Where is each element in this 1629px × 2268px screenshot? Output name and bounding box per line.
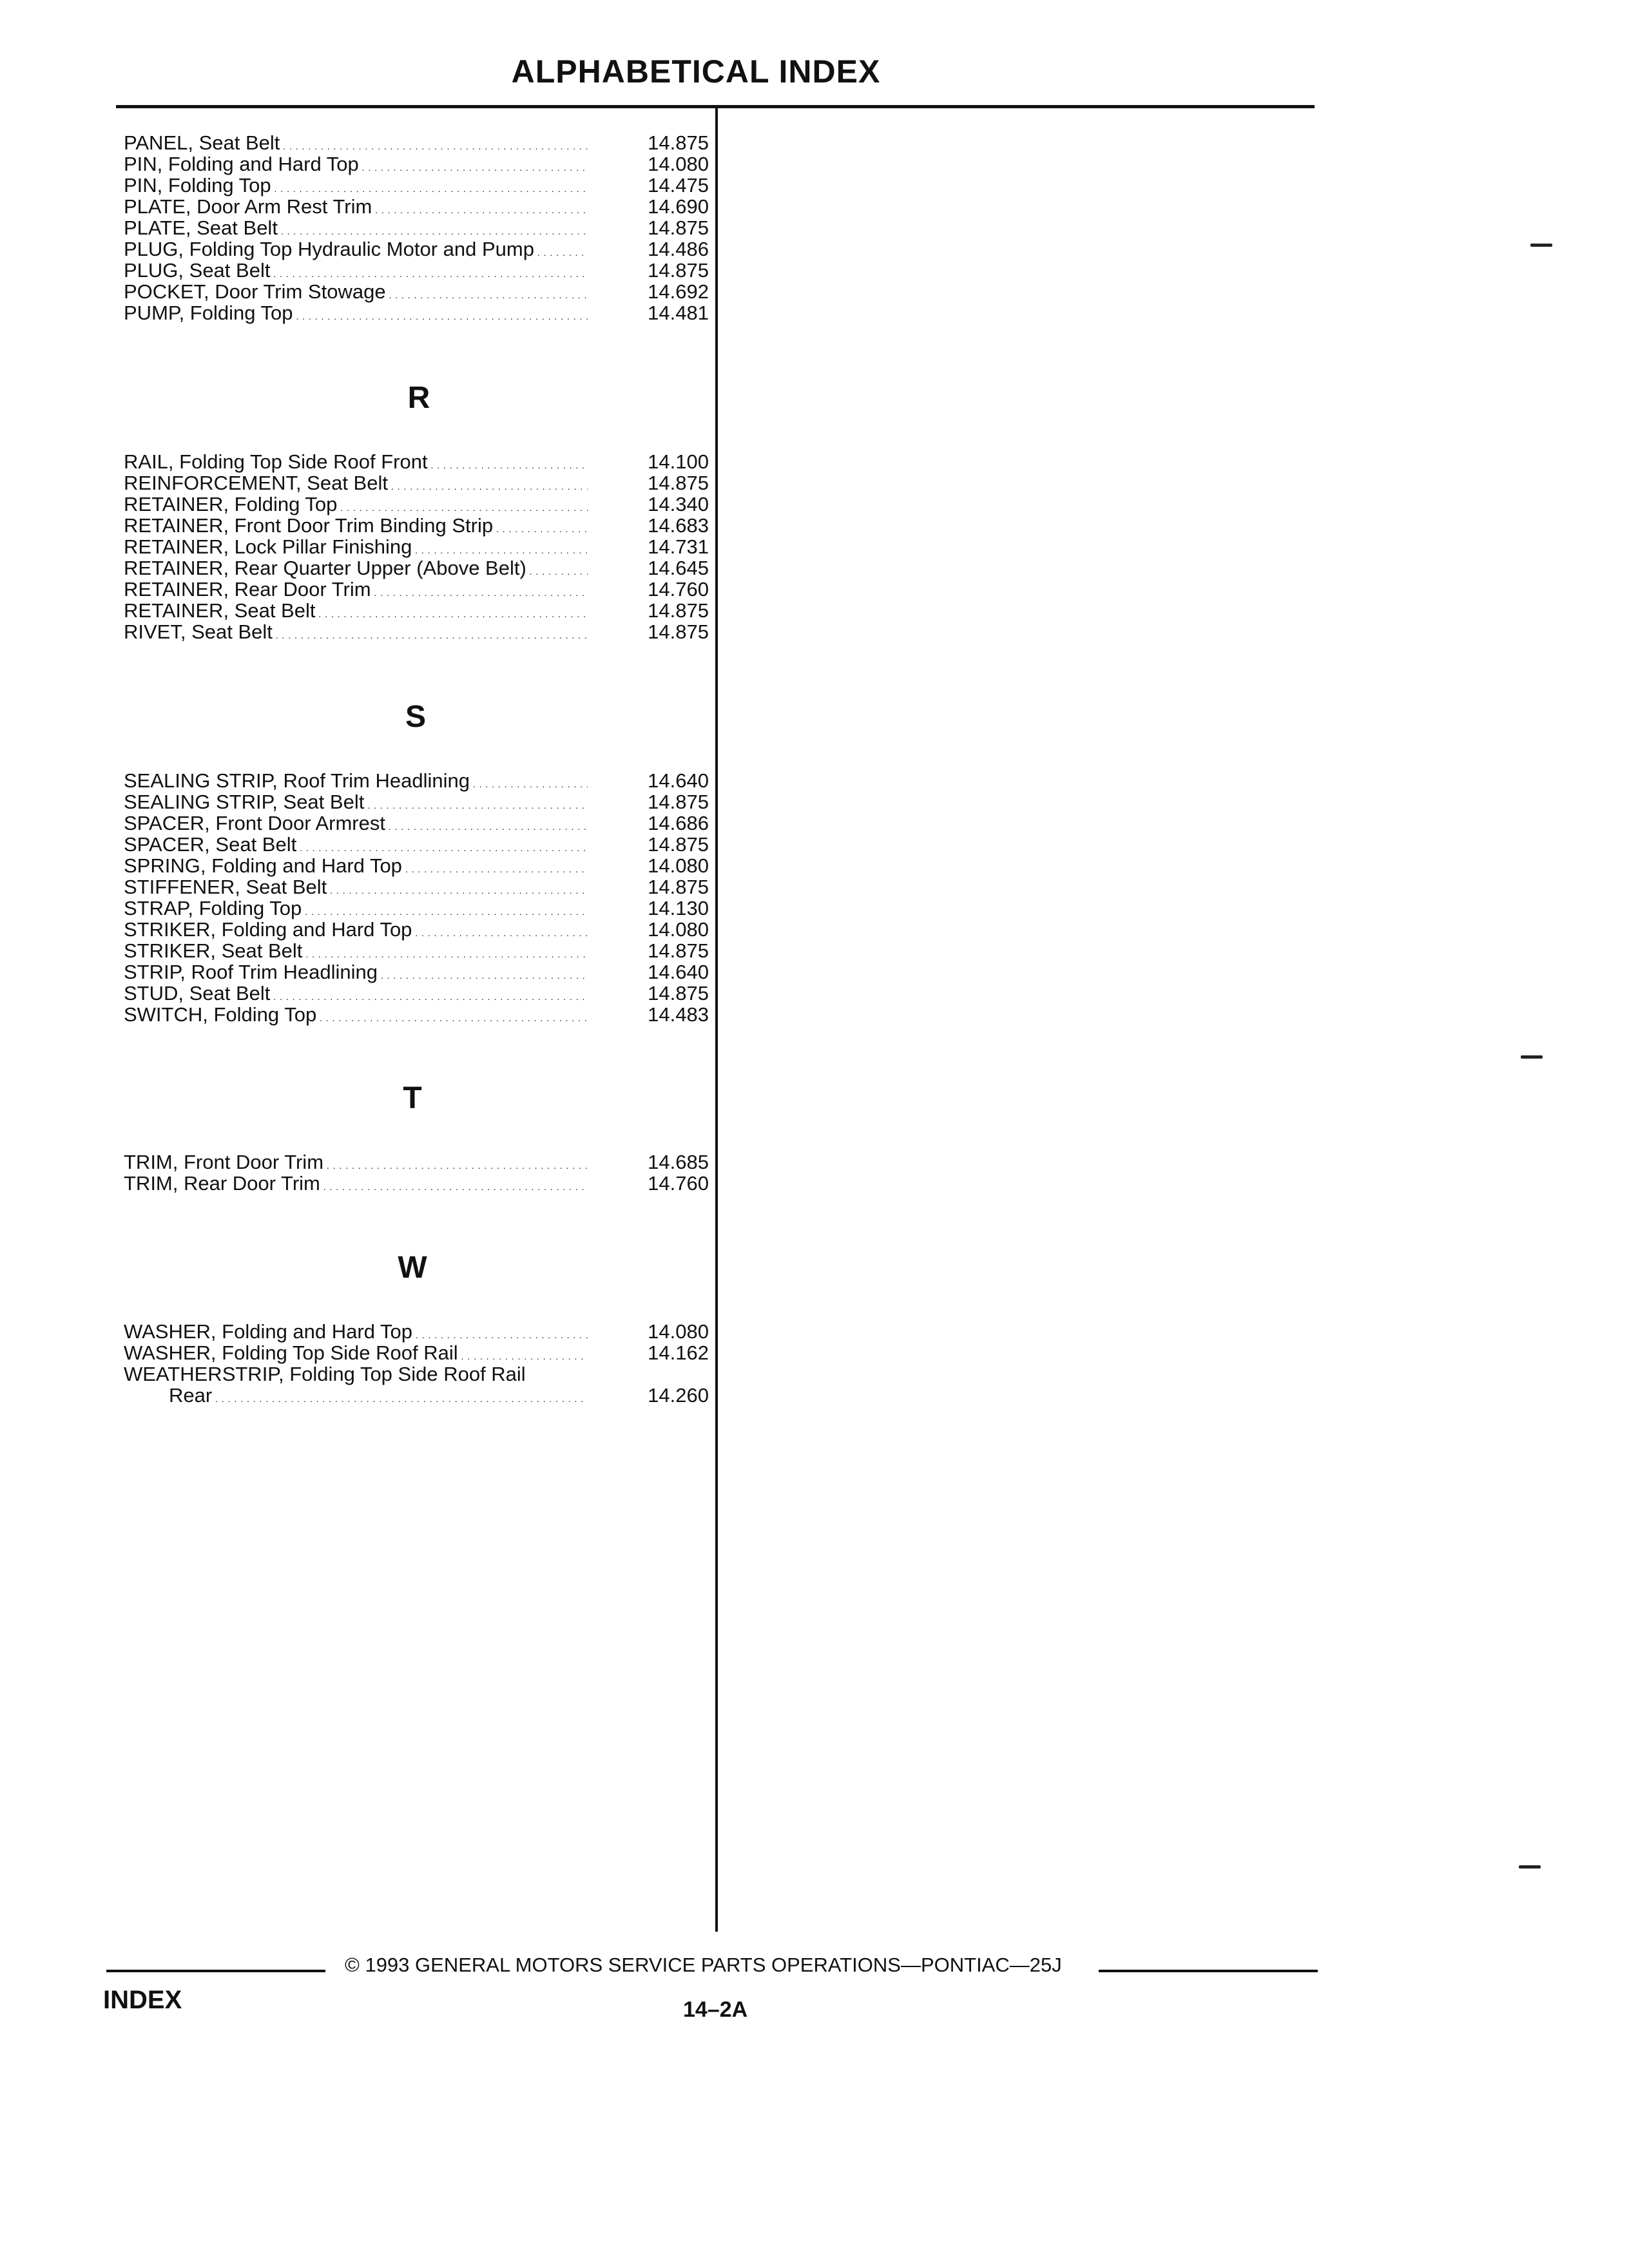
entry-label: WASHER, Folding Top Side Roof Rail . . . (124, 1342, 588, 1367)
entry-page: 14.690 (648, 195, 709, 218)
index-entry (124, 961, 717, 983)
index-entry (124, 238, 717, 260)
entry-label: RETAINER, Lock Pillar Finishing . . . (124, 536, 588, 561)
index-entry (124, 260, 717, 281)
entry-label: SPRING, Folding and Hard Top . . . (124, 855, 588, 880)
index-section-p (124, 132, 717, 323)
index-entry (124, 281, 717, 302)
footer-rule-right (1099, 1970, 1318, 1972)
margin-mark (1530, 244, 1552, 247)
entry-page: 14.080 (648, 854, 709, 877)
entry-label: PLATE, Seat Belt . . . (124, 217, 588, 242)
index-entry (124, 1151, 717, 1173)
index-entry (124, 600, 717, 621)
index-section-s (124, 770, 717, 1025)
entry-label: RIVET, Seat Belt . . . (124, 621, 588, 646)
index-section-w (124, 1321, 717, 1406)
entry-label: PLATE, Door Arm Rest Trim . . . (124, 196, 588, 221)
entry-label: WEATHERSTRIP, Folding Top Side Roof Rail (124, 1363, 526, 1385)
index-entry (124, 834, 717, 855)
index-entry (124, 472, 717, 494)
entry-label: RETAINER, Folding Top . . . (124, 494, 588, 519)
section-label: INDEX (103, 1986, 182, 2014)
entry-page: 14.645 (648, 557, 709, 579)
index-entry (124, 217, 717, 238)
entry-label: PIN, Folding and Hard Top . . . (124, 153, 588, 178)
entry-page: 14.162 (648, 1341, 709, 1364)
entry-page: 14.760 (648, 578, 709, 601)
index-section-t (124, 1151, 717, 1194)
index-entry (124, 898, 717, 919)
entry-page: 14.080 (648, 1320, 709, 1343)
entry-label: STRIKER, Seat Belt . . . (124, 940, 588, 965)
index-entry (124, 983, 717, 1004)
entry-label: PUMP, Folding Top . . . (124, 302, 588, 327)
entry-label: PIN, Folding Top . . . (124, 175, 588, 200)
entry-label: SPACER, Seat Belt . . . (124, 834, 588, 859)
index-entry (124, 302, 717, 323)
entry-page: 14.875 (648, 131, 709, 154)
entry-label: Rear . . . (169, 1385, 588, 1410)
entry-page: 14.483 (648, 1003, 709, 1026)
entry-label: TRIM, Rear Door Trim . . . (124, 1173, 588, 1198)
entry-label: PLUG, Seat Belt . . . (124, 260, 588, 285)
entry-page: 14.731 (648, 535, 709, 558)
entry-label: PLUG, Folding Top Hydraulic Motor and Pump . . . (124, 238, 588, 264)
index-entry (124, 451, 717, 472)
index-entry (124, 175, 717, 196)
index-entry (124, 494, 717, 515)
entry-page: 14.875 (648, 259, 709, 282)
entry-page: 14.080 (648, 153, 709, 175)
index-entry (124, 812, 717, 834)
entry-page: 14.875 (648, 620, 709, 643)
entry-page: 14.683 (648, 514, 709, 537)
entry-page: 14.100 (648, 450, 709, 473)
entry-page: 14.130 (648, 897, 709, 919)
entry-label: STRIKER, Folding and Hard Top . . . (124, 919, 588, 944)
entry-label: STRAP, Folding Top . . . (124, 898, 588, 923)
entry-page: 14.260 (648, 1384, 709, 1407)
entry-page: 14.481 (648, 302, 709, 324)
index-entry (124, 791, 717, 812)
entry-page: 14.340 (648, 493, 709, 515)
entry-label: RETAINER, Seat Belt . . . (124, 600, 588, 625)
entry-page: 14.685 (648, 1151, 709, 1173)
index-entry (124, 557, 717, 579)
entry-label: SPACER, Front Door Armrest . . . (124, 812, 588, 838)
entry-page: 14.875 (648, 791, 709, 813)
entry-page: 14.875 (648, 939, 709, 962)
section-letter-t: T (403, 1081, 422, 1115)
entry-page: 14.875 (648, 472, 709, 494)
index-entry (124, 579, 717, 600)
entry-page: 14.692 (648, 280, 709, 303)
entry-label: RETAINER, Rear Door Trim . . . (124, 579, 588, 604)
entry-page: 14.686 (648, 812, 709, 834)
index-section-r (124, 451, 717, 642)
entry-page: 14.475 (648, 174, 709, 197)
entry-label: SEALING STRIP, Roof Trim Headlining . . . (124, 770, 588, 795)
entry-label: STIFFENER, Seat Belt . . . (124, 876, 588, 901)
entry-page: 14.760 (648, 1172, 709, 1195)
entry-page: 14.875 (648, 216, 709, 239)
entry-label: TRIM, Front Door Trim . . . (124, 1151, 588, 1177)
entry-page: 14.875 (648, 833, 709, 856)
index-entry (124, 770, 717, 791)
section-letter-r: R (407, 381, 430, 415)
entry-page: 14.640 (648, 961, 709, 983)
entry-page: 14.875 (648, 876, 709, 898)
entry-label: RAIL, Folding Top Side Roof Front . . . (124, 451, 588, 476)
index-entry-continuation (124, 1385, 717, 1406)
index-entry (124, 1321, 717, 1342)
entry-label: RETAINER, Rear Quarter Upper (Above Belt) . . . (124, 557, 588, 582)
entry-label: POCKET, Door Trim Stowage . . . (124, 281, 588, 306)
entry-label: SWITCH, Folding Top . . . (124, 1004, 588, 1029)
index-entry (124, 515, 717, 536)
section-letter-w: W (398, 1251, 427, 1285)
entry-label: PANEL, Seat Belt . . . (124, 132, 588, 157)
footer-rule-left (106, 1970, 325, 1972)
index-entry (124, 1173, 717, 1194)
entry-label: WASHER, Folding and Hard Top . . . (124, 1321, 588, 1346)
page-number: 14–2A (683, 1997, 748, 2022)
entry-page: 14.875 (648, 599, 709, 622)
index-entry (124, 1004, 717, 1025)
index-entry (124, 536, 717, 557)
entry-label: STRIP, Roof Trim Headlining . . . (124, 961, 588, 986)
entry-page: 14.080 (648, 918, 709, 941)
index-entry (124, 621, 717, 642)
index-entry (124, 940, 717, 961)
page-title: ALPHABETICAL INDEX (511, 53, 881, 90)
copyright-notice: © 1993 GENERAL MOTORS SERVICE PARTS OPERATIONS—PONTIAC—25J (345, 1954, 1062, 1976)
index-entry (124, 876, 717, 898)
entry-page: 14.875 (648, 982, 709, 1004)
index-entry (124, 196, 717, 217)
index-entry (124, 132, 717, 153)
index-entry (124, 1363, 717, 1385)
entry-label: STUD, Seat Belt . . . (124, 983, 588, 1008)
index-entry (124, 153, 717, 175)
index-entry (124, 1342, 717, 1363)
entry-page: 14.640 (648, 769, 709, 792)
entry-label: REINFORCEMENT, Seat Belt . . . (124, 472, 588, 497)
margin-mark (1519, 1865, 1541, 1869)
section-letter-s: S (405, 700, 426, 734)
margin-mark (1521, 1055, 1543, 1059)
entry-label: RETAINER, Front Door Trim Binding Strip . . . (124, 515, 588, 540)
index-entry (124, 919, 717, 940)
entry-label: SEALING STRIP, Seat Belt . . . (124, 791, 588, 816)
entry-page: 14.486 (648, 238, 709, 260)
index-entry (124, 855, 717, 876)
